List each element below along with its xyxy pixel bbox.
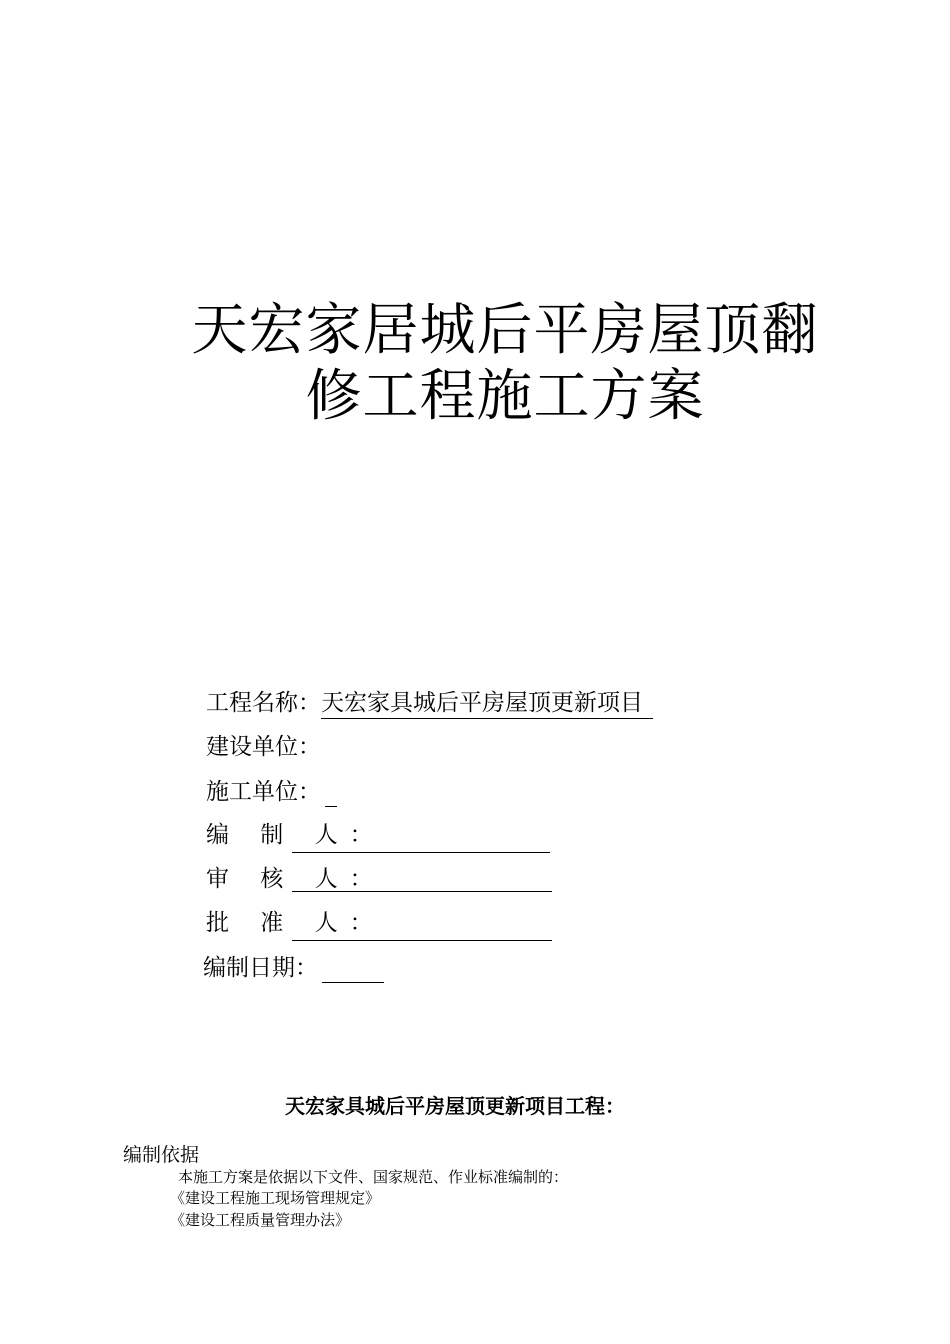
approver-underline (292, 940, 552, 941)
section-heading: 天宏家具城后平房屋顶更新项目工程： (285, 1094, 625, 1118)
approver-row (206, 908, 385, 938)
contractor-label: 施工单位： (206, 779, 321, 805)
compiler-row (206, 820, 385, 850)
reviewer-row (206, 864, 385, 894)
builder-row (206, 732, 321, 762)
compiler-label: 编 制 人： (206, 822, 385, 848)
approver-label: 批 准 人： (206, 910, 385, 936)
project-name-value: 天宏家具城后平房屋顶更新项目 (321, 688, 653, 719)
builder-label: 建设单位： (206, 734, 321, 760)
basis-reference-1: 《建设工程施工现场管理规定》 (170, 1189, 381, 1207)
basis-reference-2: 《建设工程质量管理办法》 (170, 1211, 351, 1229)
contractor-row (206, 777, 337, 807)
basis-paragraph: 本施工方案是依据以下文件、国家规范、作业标准编制的： (178, 1168, 569, 1186)
document-title-line-1: 天宏家居城后平房屋顶翻 (191, 298, 819, 363)
date-label: 编制日期： (203, 955, 318, 981)
project-name-row (206, 688, 653, 719)
basis-heading: 编制依据 (123, 1144, 200, 1166)
date-row (203, 953, 384, 983)
compiler-underline (292, 852, 550, 853)
date-blank (322, 960, 384, 983)
reviewer-underline (292, 891, 552, 892)
reviewer-label: 审 核 人： (206, 866, 385, 892)
document-title-line-2: 修工程施工方案 (305, 364, 705, 429)
contractor-blank (325, 784, 337, 807)
project-name-label: 工程名称： (206, 690, 321, 716)
